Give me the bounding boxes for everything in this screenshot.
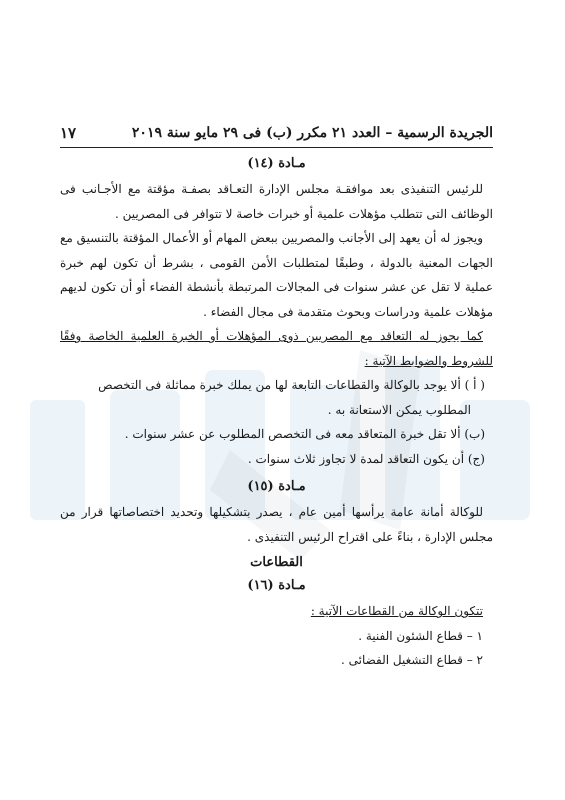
article-14-item-a-continued: المطلوب يمكن الاستعانة به . [327, 402, 471, 417]
page-content [60, 124, 493, 673]
article-15-heading: مـادة (١٥) [247, 479, 306, 494]
article-14-item-a: ( أ ) ألا يوجد بالوكالة والقطاعات التابعة لها من يملك خبرة مماثلة فى التخصص [98, 378, 485, 392]
gazette-title: الجريدة الرسمية – العدد ٢١ مكرر (ب) فى ٢٩ مايو سنة ٢٠١٩ [131, 125, 493, 141]
page-header [60, 124, 493, 148]
article-14-paragraph-2: ويجوز له أن يعهد إلى الأجانب والمصريين ببعض المهام أو الأعمال المؤقتة بالتنسيق مع الجهات المعنية بالدولة ، وطبقًا لمتطلبات الأمن القومى ، بشرط أن تكون لهم خبرة عملية لا تقل عن عشر سنوات فى المجالات المرتبطة بأنشطة الفضاء أو أن تكون لديهم مؤهلات علمية ودراسات وبحوث متقدمة فى مجال الفضاء . [60, 231, 493, 319]
article-16-item-2: ٢ – قطاع التشغيل الفضائى . [340, 653, 483, 667]
sectors-heading: القطاعات [250, 555, 303, 570]
article-14-item-b: (ب) ألا تقل خبرة المتعاقد معه فى التخصص المطلوب عن عشر سنوات . [124, 427, 485, 441]
article-14-heading: مـادة (١٤) [247, 156, 306, 171]
article-14-paragraph-3: كما يجوز له التعاقد مع المصريين ذوى المؤهلات أو الخبرة العلمية الخاصة وفقًا للشروط والضوابط الآتية : [60, 329, 493, 368]
article-15-paragraph-1: للوكالة أمانة عامة يرأسها أمين عام ، يصدر بتشكيلها وتحديد اختصاصاتها قرار من مجلس الإدارة ، بناءً على اقتراح الرئيس التنفيذى . [60, 505, 493, 544]
article-16-heading: مـادة (١٦) [247, 578, 306, 593]
article-16-item-1: ١ – قطاع الشئون الفنية . [358, 628, 483, 643]
page-number: ١٧ [60, 124, 77, 142]
article-14-paragraph-1: للرئيس التنفيذى بعد موافقـة مجلس الإدارة التعـاقد بصفـة مؤقتة مع الأجـانب فى الوظائف التى تتطلب مؤهلات علمية أو خبرات خاصة لا تتوافر فى المصريين . [60, 182, 493, 221]
article-16-intro: تتكون الوكالة من القطاعات الآتية : [310, 604, 483, 618]
article-14-item-c: (ج) أن يكون التعاقد لمدة لا تجاوز ثلاث سنوات . [247, 451, 485, 466]
